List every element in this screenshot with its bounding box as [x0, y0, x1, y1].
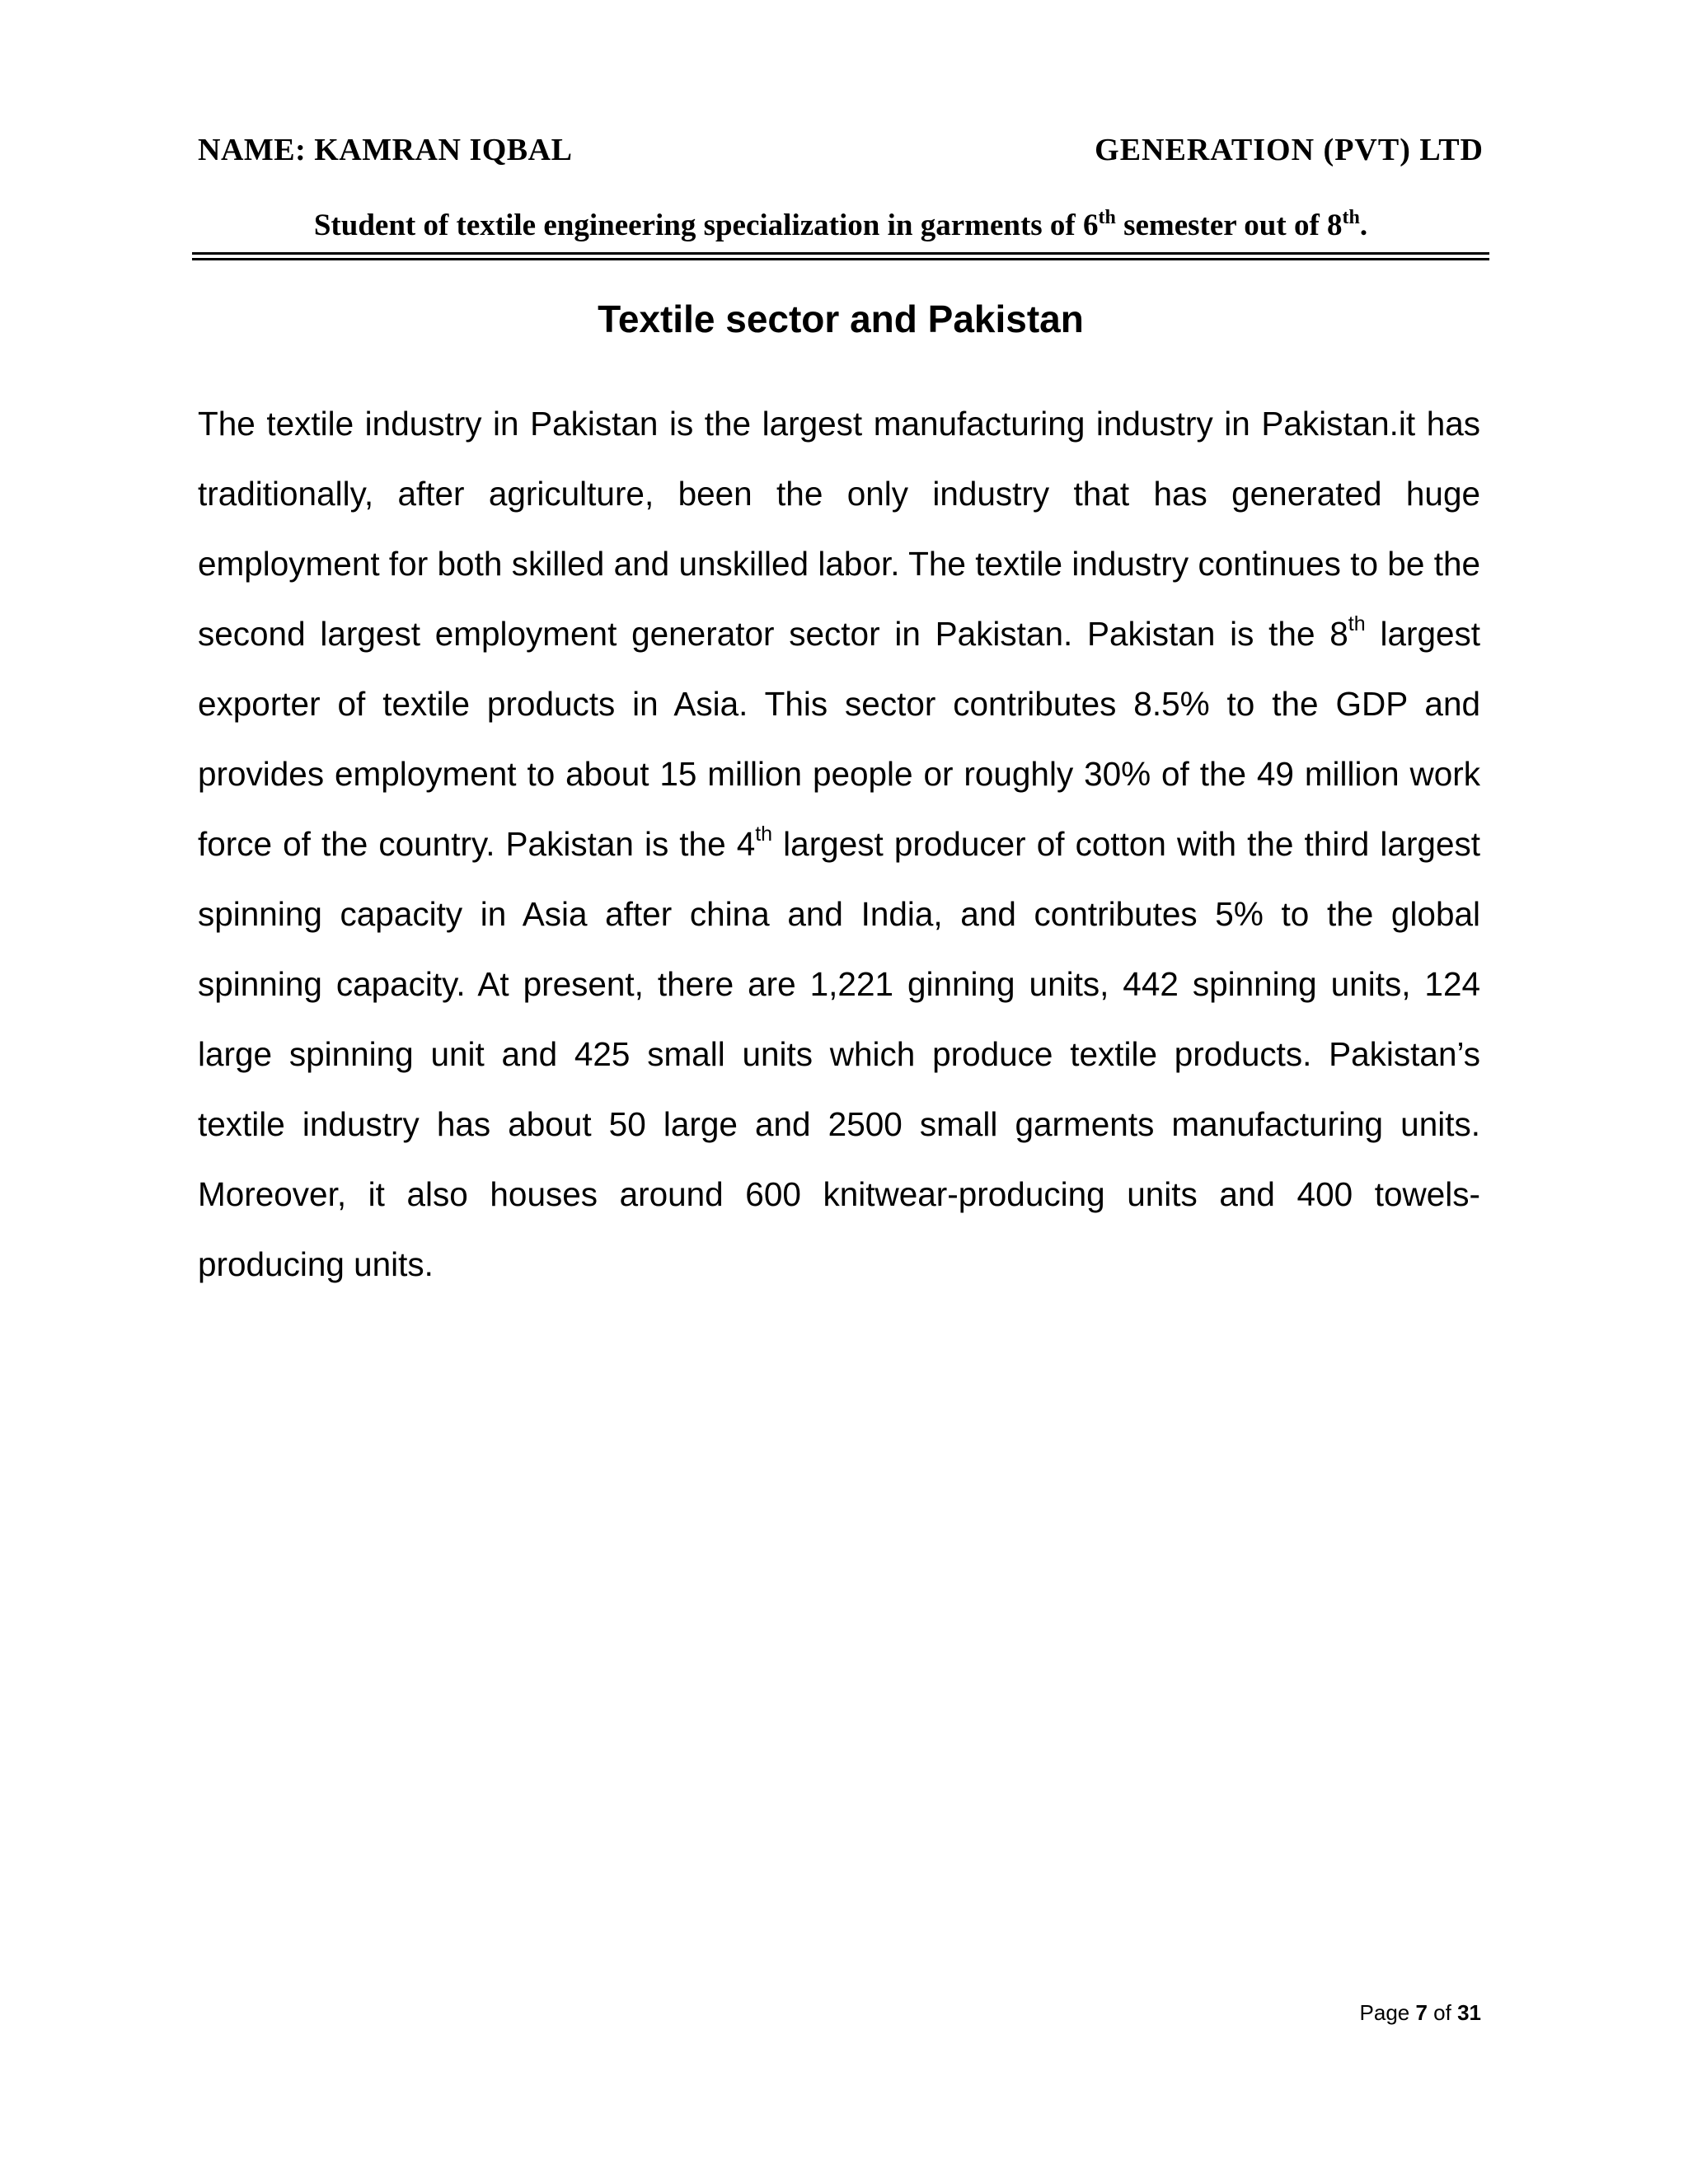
paragraph-segment-2: largest exporter of textile products in Asia. This sector contributes 8.5% to the GDP and provides employment to about 15 million people or roughly 30% of the 49 million work force of the country. Pakistan is the 4 [198, 615, 1481, 863]
header-divider-top [192, 252, 1489, 255]
subtitle-superscript-1: th [1098, 207, 1116, 228]
document-header [198, 132, 1484, 178]
body-paragraph [198, 389, 1480, 1300]
student-subtitle [192, 208, 1489, 243]
header-divider-bottom [192, 258, 1489, 260]
paragraph-segment-3: largest producer of cotton with the third largest spinning capacity in Asia after china and India, and contributes 5% to the global spinning capacity. At present, there are 1,221 ginning units, 442 spinning units, 124 large spinning unit and 425 small units which produce textile products. Pakistan’s textile industry has about 50 large and 2500 small garments manufacturing units. Moreover, it also houses around 600 knitwear-producing units and 400 towels-producing units. [198, 825, 1480, 1283]
company-name: GENERATION (PVT) LTD [1095, 133, 1484, 167]
page-title: Textile sector and Pakistan [598, 298, 1084, 340]
subtitle-superscript-2: th [1342, 207, 1360, 228]
paragraph-segment-1: The textile industry in Pakistan is the largest manufacturing industry in Pakistan.it has traditionally, after agriculture, been the only industry that has generated huge employment for both skilled and unskilled labor. The textile industry continues to be the second largest employment generator sector in Pakistan. Pakistan is the 8 [198, 405, 1480, 653]
current-page: 7 [1415, 2000, 1428, 2025]
page-number [1360, 2000, 1481, 2026]
paragraph-superscript-1: th [1348, 612, 1366, 635]
subtitle-text-3: . [1359, 209, 1368, 242]
total-pages: 31 [1457, 2000, 1481, 2025]
paragraph-superscript-2: th [755, 823, 773, 846]
of-word: of [1427, 2000, 1458, 2025]
page-word: Page [1359, 2000, 1416, 2025]
author-name: NAME: KAMRAN IQBAL [198, 133, 573, 167]
subtitle-text-1: Student of textile engineering specialization in garments of 6 [313, 209, 1099, 242]
subtitle-text-2: semester out of 8 [1115, 209, 1343, 242]
